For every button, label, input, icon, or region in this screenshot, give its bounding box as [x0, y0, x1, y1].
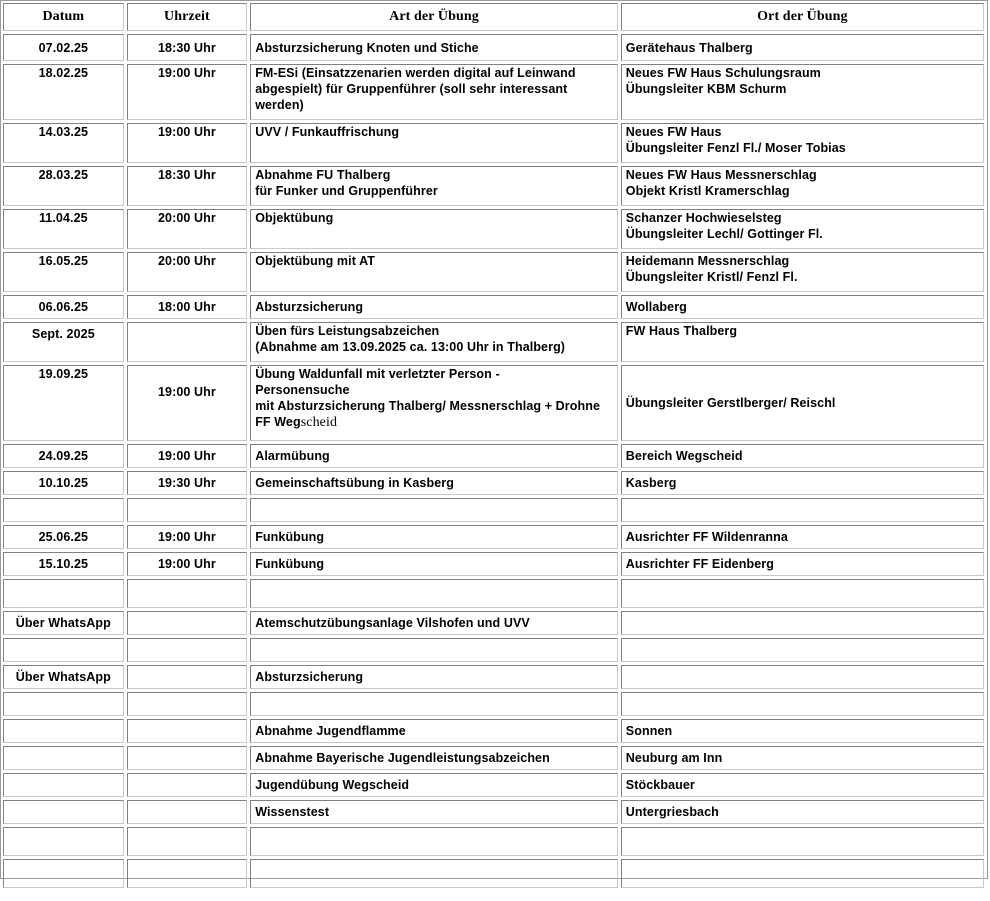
cell-time: 18:30 Uhr — [127, 166, 248, 206]
cell-time: 19:00 Uhr — [127, 552, 248, 576]
ort-line: Neues FW Haus Schulungsraum — [625, 66, 821, 80]
cell-date: 24.09.25 — [3, 444, 124, 468]
cell-ort — [621, 719, 984, 743]
cell-art — [250, 252, 618, 292]
art-line: Objektübung — [255, 211, 334, 225]
art-line: Atemschutzübungsanlage Vilshofen und UVV — [255, 616, 530, 630]
cell-time — [127, 322, 248, 362]
cell-time — [127, 498, 248, 522]
table-row — [3, 638, 984, 662]
cell-date: 11.04.25 — [3, 209, 124, 249]
cell-date: 06.06.25 — [3, 295, 124, 319]
ort-line: Untergriesbach — [625, 805, 719, 819]
header-row — [3, 3, 984, 31]
ort-line: Übungsleiter Fenzl Fl./ Moser Tobias — [625, 141, 846, 155]
table-row — [3, 444, 984, 468]
cell-date: 18.02.25 — [3, 64, 124, 120]
table-row — [3, 859, 984, 888]
cell-date: 15.10.25 — [3, 552, 124, 576]
cell-art — [250, 611, 618, 635]
cell-ort — [621, 295, 984, 319]
cell-art — [250, 552, 618, 576]
cell-date — [3, 859, 124, 888]
cell-ort — [621, 800, 984, 824]
ort-line: Bereich Wegscheid — [625, 449, 743, 463]
table-row — [3, 665, 984, 689]
cell-art — [250, 471, 618, 495]
cell-ort — [621, 34, 984, 61]
cell-ort — [621, 123, 984, 163]
cell-ort — [621, 692, 984, 716]
cell-art — [250, 525, 618, 549]
cell-ort — [621, 64, 984, 120]
ort-line: Neues FW Haus — [625, 125, 722, 139]
cell-time — [127, 800, 248, 824]
cell-date — [3, 579, 124, 608]
art-line: Personensuche — [255, 383, 350, 397]
art-line: Abnahme FU Thalberg — [255, 168, 391, 182]
cell-ort — [621, 827, 984, 856]
cell-time — [127, 773, 248, 797]
cell-ort — [621, 209, 984, 249]
cell-ort — [621, 773, 984, 797]
table-row — [3, 209, 984, 249]
cell-time — [127, 611, 248, 635]
cell-date: 14.03.25 — [3, 123, 124, 163]
table-row — [3, 471, 984, 495]
cell-ort — [621, 471, 984, 495]
cell-ort — [621, 322, 984, 362]
cell-time — [127, 692, 248, 716]
header-ort: Ort der Übung — [621, 3, 984, 31]
cell-time: 19:00 Uhr — [127, 525, 248, 549]
table-row — [3, 295, 984, 319]
art-line: mit Absturzsicherung Thalberg/ Messnerschlag + Drohne — [255, 399, 601, 413]
cell-time — [127, 746, 248, 770]
cell-ort — [621, 638, 984, 662]
table-row — [3, 800, 984, 824]
cell-art — [250, 166, 618, 206]
cell-ort — [621, 252, 984, 292]
art-line: Absturzsicherung Knoten und Stiche — [255, 40, 479, 55]
cell-time: 18:30 Uhr — [127, 34, 248, 61]
ort-line: Sonnen — [625, 724, 673, 738]
cell-ort — [621, 552, 984, 576]
cell-date — [3, 692, 124, 716]
cell-date — [3, 827, 124, 856]
cell-art — [250, 859, 618, 888]
cell-art — [250, 34, 618, 61]
art-line: Gemeinschaftsübung in Kasberg — [255, 476, 454, 490]
table-row — [3, 552, 984, 576]
cell-date — [3, 719, 124, 743]
art-line: Funkübung — [255, 530, 325, 544]
cell-date — [3, 638, 124, 662]
ort-line: Übungsleiter Kristl/ Fenzl Fl. — [625, 270, 798, 284]
cell-time — [127, 579, 248, 608]
art-line: abgespielt) für Gruppenführer (soll sehr interessant — [255, 82, 568, 96]
table-row — [3, 123, 984, 163]
cell-ort — [621, 444, 984, 468]
cell-art — [250, 209, 618, 249]
cell-art — [250, 365, 618, 441]
cell-ort — [621, 746, 984, 770]
cell-ort — [621, 579, 984, 608]
art-line: Funkübung — [255, 557, 325, 571]
art-line: (Abnahme am 13.09.2025 ca. 13:00 Uhr in Thalberg) — [255, 340, 566, 354]
header-art: Art der Übung — [250, 3, 618, 31]
ort-line: FW Haus Thalberg — [625, 324, 738, 338]
header-datum: Datum — [3, 3, 124, 31]
art-line: FM-ESi (Einsatzzenarien werden digital auf Leinwand — [255, 66, 576, 80]
cell-art — [250, 295, 618, 319]
cell-time — [127, 859, 248, 888]
cell-time: 19:00 Uhr — [127, 123, 248, 163]
cell-ort — [621, 365, 984, 441]
cell-time — [127, 719, 248, 743]
cell-date: 19.09.25 — [3, 365, 124, 441]
ort-line: Ausrichter FF Wildenranna — [625, 530, 788, 544]
ort-line: Neuburg am Inn — [625, 751, 723, 765]
ort-line: Übungsleiter KBM Schurm — [625, 82, 787, 96]
cell-date: 16.05.25 — [3, 252, 124, 292]
cell-date: 28.03.25 — [3, 166, 124, 206]
cell-art — [250, 579, 618, 608]
cell-art — [250, 64, 618, 120]
table-row — [3, 773, 984, 797]
cell-art — [250, 498, 618, 522]
art-line: Absturzsicherung — [255, 670, 364, 684]
art-line: Übung Waldunfall mit verletzter Person - — [255, 367, 500, 381]
ort-line: Übungsleiter Lechl/ Gottinger Fl. — [625, 227, 823, 241]
cell-time — [127, 638, 248, 662]
ort-line: Objekt Kristl Kramerschlag — [625, 184, 790, 198]
cell-date: 07.02.25 — [3, 34, 124, 61]
art-line: Absturzsicherung — [255, 300, 364, 314]
cell-art — [250, 827, 618, 856]
cell-art — [250, 800, 618, 824]
cell-ort — [621, 859, 984, 888]
cell-art — [250, 746, 618, 770]
cell-art — [250, 773, 618, 797]
ort-line: Wollaberg — [625, 300, 687, 314]
ort-line: Gerätehaus Thalberg — [625, 40, 753, 55]
header-uhrzeit: Uhrzeit — [127, 3, 248, 31]
cell-art — [250, 692, 618, 716]
table-row — [3, 719, 984, 743]
art-line: Jugendübung Wegscheid — [255, 778, 410, 792]
cell-date: 10.10.25 — [3, 471, 124, 495]
art-line: Abnahme Jugendflamme — [255, 724, 406, 738]
cell-ort — [621, 525, 984, 549]
ort-line: Ausrichter FF Eidenberg — [625, 557, 774, 571]
ort-line: Stöckbauer — [625, 778, 695, 792]
table-row — [3, 64, 984, 120]
cell-time — [127, 665, 248, 689]
cell-time: 19:00 Uhr — [127, 444, 248, 468]
art-line: UVV / Funkauffrischung — [255, 125, 400, 139]
cell-art — [250, 719, 618, 743]
table-row — [3, 166, 984, 206]
cell-time: 19:30 Uhr — [127, 471, 248, 495]
ort-line: Übungsleiter Gerstlberger/ Reischl — [625, 396, 836, 410]
art-line: Üben fürs Leistungsabzeichen — [255, 324, 440, 338]
table-row — [3, 322, 984, 362]
art-line: Objektübung mit AT — [255, 254, 376, 268]
art-line: für Funker und Gruppenführer — [255, 184, 438, 198]
art-line — [255, 414, 613, 431]
cell-date: Über WhatsApp — [3, 665, 124, 689]
cell-date — [3, 773, 124, 797]
table-row — [3, 692, 984, 716]
ort-line: Kasberg — [625, 476, 677, 490]
cell-date — [3, 800, 124, 824]
table-row — [3, 525, 984, 549]
ort-line: Neues FW Haus Messnerschlag — [625, 168, 817, 182]
cell-ort — [621, 498, 984, 522]
cell-time: 18:00 Uhr — [127, 295, 248, 319]
cell-art — [250, 322, 618, 362]
table-row — [3, 611, 984, 635]
ort-line: Schanzer Hochwieselsteg — [625, 211, 782, 225]
cell-art — [250, 444, 618, 468]
cell-date: Über WhatsApp — [3, 611, 124, 635]
table-row — [3, 746, 984, 770]
cell-time — [127, 827, 248, 856]
art-tail-b: scheid — [300, 415, 338, 430]
cell-art — [250, 638, 618, 662]
art-line: Alarmübung — [255, 449, 330, 463]
art-line: Wissenstest — [255, 805, 330, 819]
cell-time: 19:00 Uhr — [127, 365, 248, 441]
ort-line: Heidemann Messnerschlag — [625, 254, 790, 268]
art-line: Abnahme Bayerische Jugendleistungsabzeichen — [255, 751, 550, 765]
cell-art — [250, 123, 618, 163]
cell-date — [3, 746, 124, 770]
table-row — [3, 827, 984, 856]
table-row — [3, 498, 984, 522]
cell-art — [250, 665, 618, 689]
cell-date: 25.06.25 — [3, 525, 124, 549]
cell-ort — [621, 611, 984, 635]
cell-date: Sept. 2025 — [3, 322, 124, 362]
art-tail-a: FF Weg — [255, 415, 301, 429]
table-row — [3, 365, 984, 441]
cell-time: 20:00 Uhr — [127, 252, 248, 292]
table-row — [3, 252, 984, 292]
cell-ort — [621, 166, 984, 206]
cell-date — [3, 498, 124, 522]
cell-time: 19:00 Uhr — [127, 64, 248, 120]
table-row — [3, 579, 984, 608]
cell-ort — [621, 665, 984, 689]
cell-time: 20:00 Uhr — [127, 209, 248, 249]
art-line: werden) — [255, 98, 304, 112]
table-row — [3, 34, 984, 61]
